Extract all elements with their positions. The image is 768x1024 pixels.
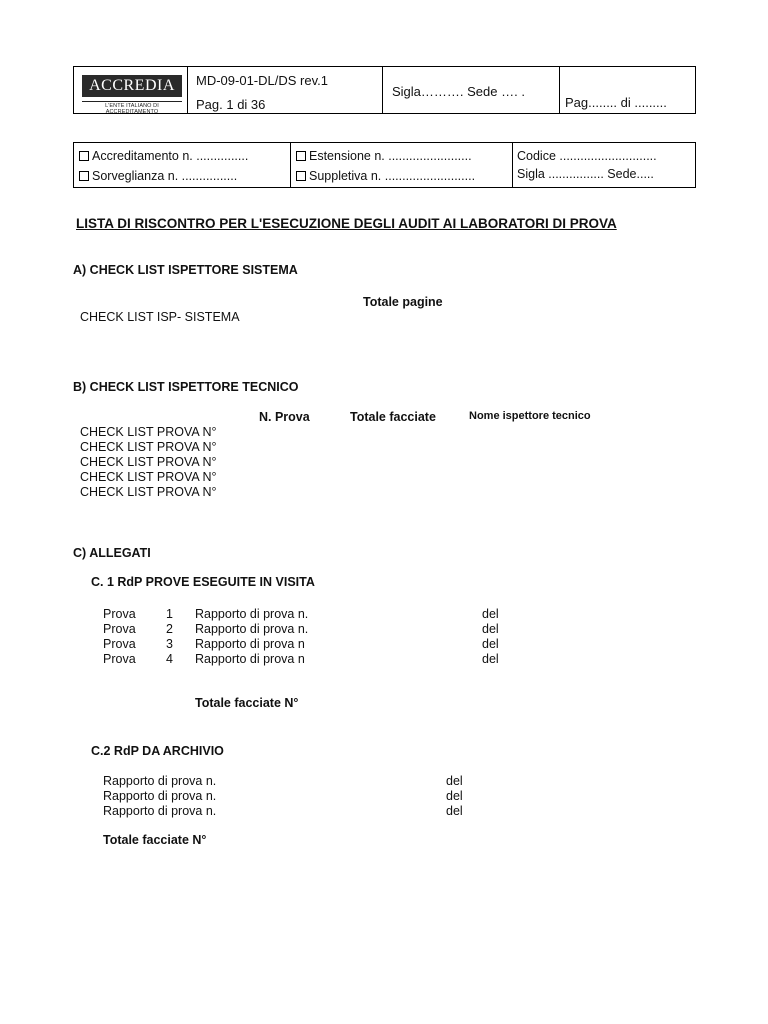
- c1-rapporto-label: Rapporto di prova n: [195, 652, 305, 666]
- c1-prova-num: 2: [166, 622, 173, 636]
- c1-prova-num: 4: [166, 652, 173, 666]
- section-c-heading: C) ALLEGATI: [73, 546, 151, 560]
- col-n-prova: N. Prova: [259, 410, 310, 424]
- c2-del-label: del: [446, 789, 463, 803]
- c1-prova-label: Prova: [103, 607, 136, 621]
- section-b-heading: B) CHECK LIST ISPETTORE TECNICO: [73, 380, 299, 394]
- sigla-sede-cell: [382, 67, 560, 113]
- c2-rapporto-label: Rapporto di prova n.: [103, 774, 217, 788]
- c1-prova-label: Prova: [103, 637, 136, 651]
- c2-del-label: del: [446, 804, 463, 818]
- estensione-option[interactable]: [296, 149, 472, 163]
- c1-rapporto-label: Rapporto di prova n.: [195, 622, 309, 636]
- doc-code-cell: [187, 67, 383, 113]
- check-list-prova-item: CHECK LIST PROVA N°: [80, 425, 217, 439]
- c1-prova-label: Prova: [103, 622, 136, 636]
- c1-del-label: del: [482, 607, 499, 621]
- suppletiva-option[interactable]: [296, 169, 475, 183]
- c1-prova-num: 3: [166, 637, 173, 651]
- logo-subtitle: L'ENTE ITALIANO DI ACCREDITAMENTO: [82, 101, 182, 115]
- c1-del-label: del: [482, 652, 499, 666]
- suppletiva-label: Suppletiva n. ..........................: [309, 169, 476, 183]
- codice-field: Codice ............................: [517, 149, 657, 163]
- c1-prova-num: 1: [166, 607, 173, 621]
- sigla-sede-field: Sigla ................ Sede.....: [517, 167, 654, 181]
- doc-code: MD-09-01-DL/DS rev.1: [196, 73, 328, 88]
- sigla-sede: Sigla………. Sede …. .: [392, 84, 525, 99]
- col-nome-ispettore: Nome ispettore tecnico: [469, 410, 591, 422]
- check-list-prova-item: CHECK LIST PROVA N°: [80, 440, 217, 454]
- sorveglianza-checkbox[interactable]: [79, 171, 89, 181]
- accreditamento-option[interactable]: [79, 149, 248, 163]
- section-a-heading: A) CHECK LIST ISPETTORE SISTEMA: [73, 263, 298, 277]
- suppletiva-checkbox[interactable]: [296, 171, 306, 181]
- c1-prova-label: Prova: [103, 652, 136, 666]
- accreditamento-checkbox[interactable]: [79, 151, 89, 161]
- estensione-checkbox[interactable]: [296, 151, 306, 161]
- pag-cell: [559, 67, 695, 113]
- c2-heading: C.2 RdP DA ARCHIVIO: [91, 744, 224, 758]
- c2-del-label: del: [446, 774, 463, 788]
- col-totale-facciate: Totale facciate: [350, 410, 436, 424]
- totale-pagine-label: Totale pagine: [363, 295, 443, 309]
- c1-rapporto-label: Rapporto di prova n: [195, 637, 305, 651]
- document-header: [73, 66, 696, 114]
- accredia-logo: [82, 73, 182, 115]
- check-list-prova-item: CHECK LIST PROVA N°: [80, 455, 217, 469]
- sorveglianza-label: Sorveglianza n. ................: [92, 169, 238, 183]
- visit-type-box: [73, 142, 696, 188]
- accreditamento-label: Accreditamento n. ...............: [92, 149, 249, 163]
- c1-rapporto-label: Rapporto di prova n.: [195, 607, 309, 621]
- c1-del-label: del: [482, 622, 499, 636]
- c2-rapporto-label: Rapporto di prova n.: [103, 789, 217, 803]
- c1-heading: C. 1 RdP PROVE ESEGUITE IN VISITA: [91, 575, 315, 589]
- logo-cell: [74, 67, 188, 113]
- c2-totale-facciate: Totale facciate N°: [103, 833, 207, 847]
- c1-del-label: del: [482, 637, 499, 651]
- page-info: Pag. 1 di 36: [196, 97, 266, 112]
- check-list-isp-sistema: CHECK LIST ISP- SISTEMA: [80, 310, 240, 324]
- sorveglianza-option[interactable]: [79, 169, 237, 183]
- check-list-prova-item: CHECK LIST PROVA N°: [80, 485, 217, 499]
- check-list-prova-item: CHECK LIST PROVA N°: [80, 470, 217, 484]
- estensione-label: Estensione n. ........................: [309, 149, 472, 163]
- logo-text: ACCREDIA: [89, 77, 175, 94]
- c1-totale-facciate: Totale facciate N°: [195, 696, 299, 710]
- pag-di: Pag........ di .........: [565, 95, 667, 110]
- document-title: LISTA DI RISCONTRO PER L'ESECUZIONE DEGLI AUDIT AI LABORATORI DI PROVA: [76, 216, 617, 231]
- c2-rapporto-label: Rapporto di prova n.: [103, 804, 217, 818]
